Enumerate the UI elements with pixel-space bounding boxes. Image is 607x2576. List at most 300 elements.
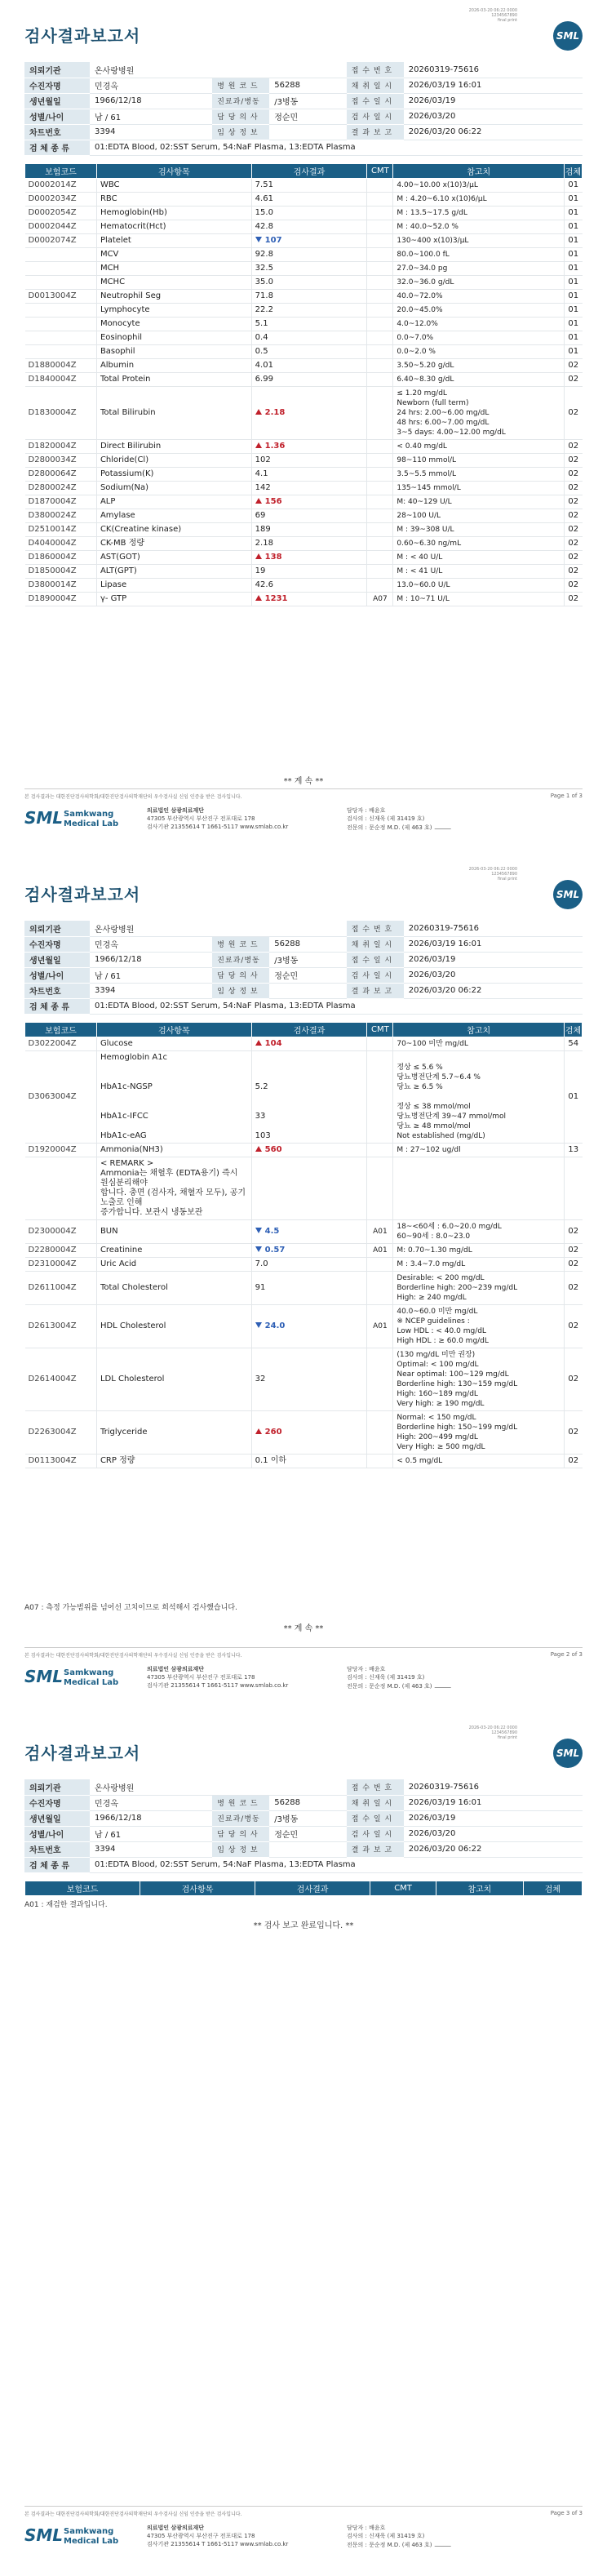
high-arrow-icon: [255, 1428, 262, 1434]
footer-org-addr: 47305 부산광역시 부산진구 전포대로 178: [147, 815, 255, 822]
row-cmt: [367, 262, 393, 276]
sign-label-2: 검사의 :: [347, 2533, 367, 2539]
chart-value: 3394: [90, 124, 212, 140]
row-ref: M : 3.4~7.0 mg/dL: [393, 1258, 565, 1272]
row-cmt: [367, 523, 393, 537]
row-result: 22.2: [255, 305, 273, 314]
footer-logo-name1: Samkwang: [64, 810, 114, 819]
row-spec: 01: [564, 276, 582, 290]
sign-label-2: 검사의 :: [347, 815, 367, 822]
table-row: [25, 193, 583, 207]
row-ref: 27.0~34.0 pg: [393, 262, 565, 276]
row-name: CK-MB 정량: [96, 537, 251, 551]
row-result: 92.8: [255, 250, 273, 259]
footer-logo-name1: Samkwang: [64, 1668, 114, 1677]
col-code: 보험코드: [25, 1023, 97, 1037]
chart-value: 3394: [90, 983, 212, 998]
row-result: 7.51: [255, 180, 273, 189]
page-title: 검사결과보고서: [24, 885, 141, 904]
results-header: [25, 1881, 583, 1896]
row-code: [25, 248, 97, 262]
row-name: Total Protein: [96, 373, 251, 387]
row-code: D2310004Z: [25, 1258, 97, 1272]
footer-logo: [24, 2525, 122, 2555]
row-code: D1830004Z: [25, 387, 97, 440]
row-spec: 02: [564, 468, 582, 482]
row-cmt: [367, 1455, 393, 1468]
footer-disclaimer: 본 검사결과는 대한진단검사의학회/대한진단검사의학재단의 우수검사실 신임 인증을 받은 검사입니다.: [24, 1653, 242, 1659]
row-result: 0.5: [255, 347, 268, 356]
row-ref: 28~100 U/L: [393, 509, 565, 523]
exam-date-label: 검 사 일 시: [347, 1826, 404, 1841]
footer-org-name: 의료법인 삼광의료재단: [147, 807, 205, 814]
chart-label: 차트번호: [24, 983, 90, 998]
row-spec: 01: [564, 179, 582, 193]
row-cmt: [367, 1272, 393, 1305]
sml-logo: SML: [553, 21, 583, 51]
footer-logo-sml: SML: [24, 1667, 64, 1686]
row-name: γ- GTP: [96, 593, 251, 606]
row-ref: M : 4.20~6.10 x(10)6/μL: [393, 193, 565, 207]
doctor-label: 담 당 의 사: [212, 967, 269, 983]
row-spec: 02: [564, 387, 582, 440]
receipt-no-label: 접 수 번 호: [347, 62, 404, 78]
row-code: [25, 345, 97, 359]
receipt-no-value: 20260319-75616: [404, 62, 583, 78]
row-ref: 40.0~72.0%: [393, 290, 565, 304]
row-cmt: A01: [367, 1244, 393, 1258]
table-row: [25, 1272, 583, 1305]
row-cmt: [367, 179, 393, 193]
patient-info-table: [24, 921, 583, 1015]
row-ref: 3.50~5.20 g/dL: [393, 359, 565, 373]
collect-value: 2026/03/19 16:01: [404, 1795, 583, 1810]
print-meta-1: 2026-03-20 06:22 0000: [468, 1725, 517, 1730]
row-code: D2300004Z: [25, 1220, 97, 1244]
page-number: Page 3 of 3: [550, 2510, 583, 2516]
col-code: 보험코드: [25, 1881, 140, 1896]
row-name: Eosinophil: [96, 331, 251, 345]
results-table: [24, 1022, 583, 1468]
row-spec: 01: [564, 220, 582, 234]
row-cmt: [367, 440, 393, 454]
row-code: D2800064Z: [25, 468, 97, 482]
print-meta: [469, 8, 517, 23]
row-result: 102: [255, 455, 271, 464]
row-code: [25, 262, 97, 276]
footer-org-name: 의료법인 삼광의료재단: [147, 1666, 205, 1672]
row-spec: 02: [564, 579, 582, 593]
footer-org-contact: 검사기관 21355614 T 1661-5117 www.smlab.co.kr: [147, 2541, 289, 2547]
specimen-value: 01:EDTA Blood, 02:SST Serum, 54:NaF Plasma, 13:EDTA Plasma: [90, 140, 583, 155]
row-name: ALT(GPT): [96, 565, 251, 579]
row-name: HDL Cholesterol: [96, 1305, 251, 1348]
col-ref: 참고치: [393, 164, 565, 179]
row-code: D1820004Z: [25, 440, 97, 454]
footer-org-name: 의료법인 삼광의료재단: [147, 2525, 205, 2531]
doctor-label: 담 당 의 사: [212, 109, 269, 124]
table-row: [25, 523, 583, 537]
final-mark: ** 검사 보고 완료입니다. **: [253, 1921, 354, 1930]
clinical-label: 임 상 정 보: [212, 124, 269, 140]
row-result: 69: [255, 511, 266, 520]
patient-label: 수진자명: [24, 1795, 90, 1810]
sign-label-1: 담당자 :: [347, 2525, 367, 2531]
birth-value: 1966/12/18: [90, 952, 212, 967]
row-name: Amylase: [96, 509, 251, 523]
footer-org-contact: 검사기관 21355614 T 1661-5117 www.smlab.co.kr: [147, 1682, 289, 1689]
row-cmt: [367, 1037, 393, 1051]
row-code: D3022004Z: [25, 1037, 97, 1051]
row-code: D1840004Z: [25, 373, 97, 387]
table-row: [25, 345, 583, 359]
signature-mark: [434, 823, 453, 829]
sml-logo: SML: [553, 1739, 583, 1768]
row-ref: 98~110 mmol/L: [393, 454, 565, 468]
row-cmt: [367, 276, 393, 290]
footer-logo: [24, 808, 122, 837]
page3-note: A01 : 재검한 결과입니다.: [24, 1901, 108, 1909]
doctor-value: 정순민: [269, 1826, 347, 1841]
receive-label: 접 수 일 시: [347, 93, 404, 109]
table-row: [25, 1305, 583, 1348]
report-label: 결 과 보 고: [347, 983, 404, 998]
print-meta-3: final print: [497, 18, 517, 23]
org-value: 온사랑병원: [90, 921, 347, 936]
table-row: [25, 1348, 583, 1411]
high-arrow-icon: [255, 1040, 262, 1046]
row-cmt: A07: [367, 593, 393, 606]
sign-label-3: 전문의 :: [347, 824, 367, 831]
exam-date-label: 검 사 일 시: [347, 967, 404, 983]
table-row: [25, 304, 583, 318]
doctor-label: 담 당 의 사: [212, 1826, 269, 1841]
col-spec: 검체: [564, 1023, 582, 1037]
row-ref: 3.5~5.5 mmol/L: [393, 468, 565, 482]
row-result: 5.1: [255, 319, 268, 328]
table-row: [25, 318, 583, 331]
dept-value: /3병동: [269, 1810, 347, 1826]
table-row: [25, 387, 583, 440]
table-row: [25, 248, 583, 262]
footer-bar: [24, 1647, 583, 1659]
row-cmt: [367, 565, 393, 579]
table-row: [25, 565, 583, 579]
footer-logo-name2: Medical Lab: [64, 1678, 119, 1687]
clinical-label: 임 상 정 보: [212, 983, 269, 998]
row-result: 4.1: [255, 469, 268, 478]
print-meta: [469, 867, 517, 882]
hosp-code-label: 병 원 코 드: [212, 936, 269, 952]
row-cmt: [367, 290, 393, 304]
col-cmt: CMT: [370, 1881, 436, 1896]
row-name: Chloride(Cl): [96, 454, 251, 468]
dept-value: /3병동: [269, 952, 347, 967]
patient-value: 민경옥: [90, 936, 212, 952]
row-code: D0002014Z: [25, 179, 97, 193]
page-number: Page 1 of 3: [550, 793, 583, 799]
sign-val-3: 문순정 M.D. (제 463 호): [369, 2542, 432, 2548]
row-name: Uric Acid: [96, 1258, 251, 1272]
sign-label-3: 전문의 :: [347, 2542, 367, 2548]
report-page: [0, 859, 607, 1717]
hosp-code-value: 56288: [269, 936, 347, 952]
low-arrow-icon: [255, 237, 262, 242]
row-ref: 0.0~2.0 %: [393, 345, 565, 359]
row-spec: 01: [564, 318, 582, 331]
row-code: [25, 276, 97, 290]
sexage-label: 성별/나이: [24, 109, 90, 124]
print-meta-3: final print: [497, 877, 517, 882]
row-spec: 01: [564, 207, 582, 220]
page2-note: A07 : 측정 가능범위를 넘어선 고치이므로 희석해서 검사했습니다.: [24, 1604, 237, 1612]
row-code: D3800024Z: [25, 509, 97, 523]
row-cmt: [367, 304, 393, 318]
receipt-no-value: 20260319-75616: [404, 1779, 583, 1795]
row-ref: 13.0~60.0 U/L: [393, 579, 565, 593]
table-row: [25, 454, 583, 468]
row-name: Monocyte: [96, 318, 251, 331]
row-name: AST(GOT): [96, 551, 251, 565]
row-ref: 40.0~60.0 미만 mg/dL ※ NCEP guidelines : Low HDL : < 40.0 mg/dL High HDL : ≥ 60.0 mg/dL: [393, 1305, 565, 1348]
row-spec: 02: [564, 509, 582, 523]
row-name: Direct Bilirubin: [96, 440, 251, 454]
row-ref: 6.40~8.30 g/dL: [393, 373, 565, 387]
table-row: [25, 1244, 583, 1258]
col-spec: 검체: [523, 1881, 582, 1896]
row-result: 260: [264, 1428, 282, 1437]
page-title: 검사결과보고서: [24, 1743, 141, 1763]
row-spec: 01: [564, 193, 582, 207]
row-code: D0002054Z: [25, 207, 97, 220]
row-ref: 4.00~10.00 x(10)3/μL: [393, 179, 565, 193]
row-name: < REMARK > Ammonia는 채혈후 (EDTA용기) 즉시 원심분리해야 합니다. 충면 (검사자, 채혈자 모두), 공기노출로 인해 증가합니다. 보관시 냉동보관: [96, 1157, 251, 1220]
row-cmt: A01: [367, 1305, 393, 1348]
row-spec: 01: [564, 234, 582, 248]
row-code: D1870004Z: [25, 495, 97, 509]
patient-label: 수진자명: [24, 936, 90, 952]
row-code: D2613004Z: [25, 1305, 97, 1348]
row-result: 4.61: [255, 194, 273, 203]
row-spec: 02: [564, 1244, 582, 1258]
receipt-no-label: 접 수 번 호: [347, 1779, 404, 1795]
collect-label: 채 취 일 시: [347, 78, 404, 93]
row-ref: 130~400 x(10)3/μL: [393, 234, 565, 248]
row-ref: ≤ 1.20 mg/dL Newborn (full term) 24 hrs: 2.00~6.00 mg/dL 48 hrs: 6.00~7.00 mg/dL 3~5 days: 4.00~12.00 mg/dL: [393, 387, 565, 440]
row-spec: 01: [564, 331, 582, 345]
row-ref: < 0.5 mg/dL: [393, 1455, 565, 1468]
row-ref: Desirable: < 200 mg/dL Borderline high: 200~239 mg/dL High: ≥ 240 mg/dL: [393, 1272, 565, 1305]
row-name: WBC: [96, 179, 251, 193]
row-spec: [564, 1157, 582, 1220]
row-ref: M : < 41 U/L: [393, 565, 565, 579]
row-code: D3063004Z: [25, 1051, 97, 1144]
report-label: 결 과 보 고: [347, 1841, 404, 1857]
row-code: D3800014Z: [25, 579, 97, 593]
row-name: Albumin: [96, 359, 251, 373]
row-name: Hematocrit(Hct): [96, 220, 251, 234]
row-code: D2263004Z: [25, 1411, 97, 1455]
table-row: [25, 220, 583, 234]
print-meta-2: 1234567890: [491, 13, 517, 18]
row-spec: 02: [564, 482, 582, 495]
high-arrow-icon: [255, 442, 262, 448]
chart-value: 3394: [90, 1841, 212, 1857]
chart-label: 차트번호: [24, 124, 90, 140]
row-result: 15.0: [255, 208, 273, 217]
row-code: D2800024Z: [25, 482, 97, 495]
row-spec: 01: [564, 345, 582, 359]
report-value: 2026/03/20 06:22: [404, 983, 583, 998]
row-name: Total Bilirubin: [96, 387, 251, 440]
row-name: Hemoglobin A1c HbA1c-NGSP HbA1c-IFCC HbA1c-eAG: [96, 1051, 251, 1144]
high-arrow-icon: [255, 553, 262, 559]
results-header: [25, 1023, 583, 1037]
col-cmt: CMT: [367, 1023, 393, 1037]
row-cmt: [367, 482, 393, 495]
row-ref: 0.0~7.0%: [393, 331, 565, 345]
sexage-value: 남 / 61: [90, 1826, 212, 1841]
col-result: 검사결과: [251, 1023, 367, 1037]
row-result: 19: [255, 566, 266, 575]
row-name: MCH: [96, 262, 251, 276]
row-code: D2510014Z: [25, 523, 97, 537]
birth-label: 생년월일: [24, 952, 90, 967]
signature-mark: [434, 2540, 453, 2547]
row-result: 91: [255, 1283, 266, 1292]
row-spec: 02: [564, 551, 582, 565]
hosp-code-label: 병 원 코 드: [212, 78, 269, 93]
print-meta-2: 1234567890: [491, 1730, 517, 1735]
table-row: [25, 179, 583, 193]
exam-date-value: 2026/03/20: [404, 1826, 583, 1841]
table-row: [25, 1037, 583, 1051]
row-ref: 18~<60세 : 6.0~20.0 mg/dL 60~90세 : 8.0~23.0: [393, 1220, 565, 1244]
report-value: 2026/03/20 06:22: [404, 124, 583, 140]
row-ref: M: 40~129 U/L: [393, 495, 565, 509]
row-spec: 01: [564, 248, 582, 262]
clinical-value: [269, 983, 347, 998]
row-result: 560: [264, 1145, 282, 1154]
footer-org-contact: 검사기관 21355614 T 1661-5117 www.smlab.co.kr: [147, 824, 289, 830]
col-name: 검사항목: [140, 1881, 255, 1896]
footer-org: [147, 1665, 288, 1690]
sign-label-1: 담당자 :: [347, 1666, 367, 1672]
print-meta: [469, 1725, 517, 1740]
row-ref: M : 40.0~52.0 %: [393, 220, 565, 234]
row-cmt: [367, 318, 393, 331]
patient-value: 민경옥: [90, 78, 212, 93]
footer-logo: [24, 1667, 122, 1696]
row-result: 71.8: [255, 291, 273, 300]
sign-label-2: 검사의 :: [347, 1674, 367, 1681]
row-cmt: [367, 1157, 393, 1220]
receive-value: 2026/03/19: [404, 93, 583, 109]
row-ref: < 0.40 mg/dL: [393, 440, 565, 454]
row-result: 2.18: [264, 408, 286, 417]
receive-value: 2026/03/19: [404, 1810, 583, 1826]
row-spec: 02: [564, 1272, 582, 1305]
exam-date-value: 2026/03/20: [404, 109, 583, 124]
row-code: [25, 318, 97, 331]
row-cmt: [367, 193, 393, 207]
col-code: 보험코드: [25, 164, 97, 179]
footer-disclaimer: 본 검사결과는 대한진단검사의학회/대한진단검사의학재단의 우수검사실 신임 인증을 받은 검사입니다.: [24, 794, 242, 800]
row-ref: M : < 40 U/L: [393, 551, 565, 565]
row-ref: M : 39~308 U/L: [393, 523, 565, 537]
row-spec: 02: [564, 1220, 582, 1244]
low-arrow-icon: [255, 1246, 262, 1252]
row-spec: 02: [564, 1348, 582, 1411]
sign-val-2: 신재욱 (제 31419 호): [369, 815, 425, 822]
dept-label: 진료과/병동: [212, 93, 269, 109]
org-value: 온사랑병원: [90, 62, 347, 78]
row-code: [25, 1157, 97, 1220]
table-row: [25, 537, 583, 551]
birth-label: 생년월일: [24, 1810, 90, 1826]
footer-logo-name2: Medical Lab: [64, 819, 119, 828]
row-ref: M : 10~71 U/L: [393, 593, 565, 606]
row-spec: 02: [564, 373, 582, 387]
row-cmt: [367, 454, 393, 468]
receive-value: 2026/03/19: [404, 952, 583, 967]
dept-label: 진료과/병동: [212, 952, 269, 967]
table-row: [25, 509, 583, 523]
footer-bar: [24, 2506, 583, 2517]
table-row: [25, 440, 583, 454]
specimen-value: 01:EDTA Blood, 02:SST Serum, 54:NaF Plasma, 13:EDTA Plasma: [90, 998, 583, 1014]
row-cmt: [367, 359, 393, 373]
patient-label: 수진자명: [24, 78, 90, 93]
table-row: [25, 290, 583, 304]
patient-info-table: [24, 1779, 583, 1873]
row-result: 1.36: [264, 442, 286, 451]
row-ref: M : 27~102 ug/dl: [393, 1144, 565, 1157]
row-name: CK(Creatine kinase): [96, 523, 251, 537]
sign-label-3: 전문의 :: [347, 1683, 367, 1690]
footer-org-addr: 47305 부산광역시 부산진구 전포대로 178: [147, 1674, 255, 1681]
sign-val-1: 배윤호: [369, 2525, 386, 2531]
sign-val-2: 신재욱 (제 31419 호): [369, 2533, 425, 2539]
birth-label: 생년월일: [24, 93, 90, 109]
row-code: D1890004Z: [25, 593, 97, 606]
patient-value: 민경옥: [90, 1795, 212, 1810]
report-page: [0, 0, 607, 859]
col-ref: 참고치: [436, 1881, 523, 1896]
row-name: Sodium(Na): [96, 482, 251, 495]
footer-logo-sml: SML: [24, 808, 64, 828]
row-cmt: [367, 387, 393, 440]
row-cmt: [367, 345, 393, 359]
print-meta-3: final print: [497, 1735, 517, 1740]
page-number: Page 2 of 3: [550, 1651, 583, 1658]
sign-label-1: 담당자 :: [347, 807, 367, 814]
row-result: 5.2 33 103: [255, 1082, 271, 1140]
row-result: 104: [264, 1039, 282, 1048]
row-name: Platelet: [96, 234, 251, 248]
row-cmt: [367, 1258, 393, 1272]
table-row: [25, 359, 583, 373]
row-spec: 02: [564, 1305, 582, 1348]
row-code: D2800034Z: [25, 454, 97, 468]
sexage-value: 남 / 61: [90, 109, 212, 124]
row-name: ALP: [96, 495, 251, 509]
row-spec: 02: [564, 593, 582, 606]
row-ref: M : 13.5~17.5 g/dL: [393, 207, 565, 220]
row-cmt: [367, 468, 393, 482]
high-arrow-icon: [255, 595, 262, 601]
row-code: D1880004Z: [25, 359, 97, 373]
